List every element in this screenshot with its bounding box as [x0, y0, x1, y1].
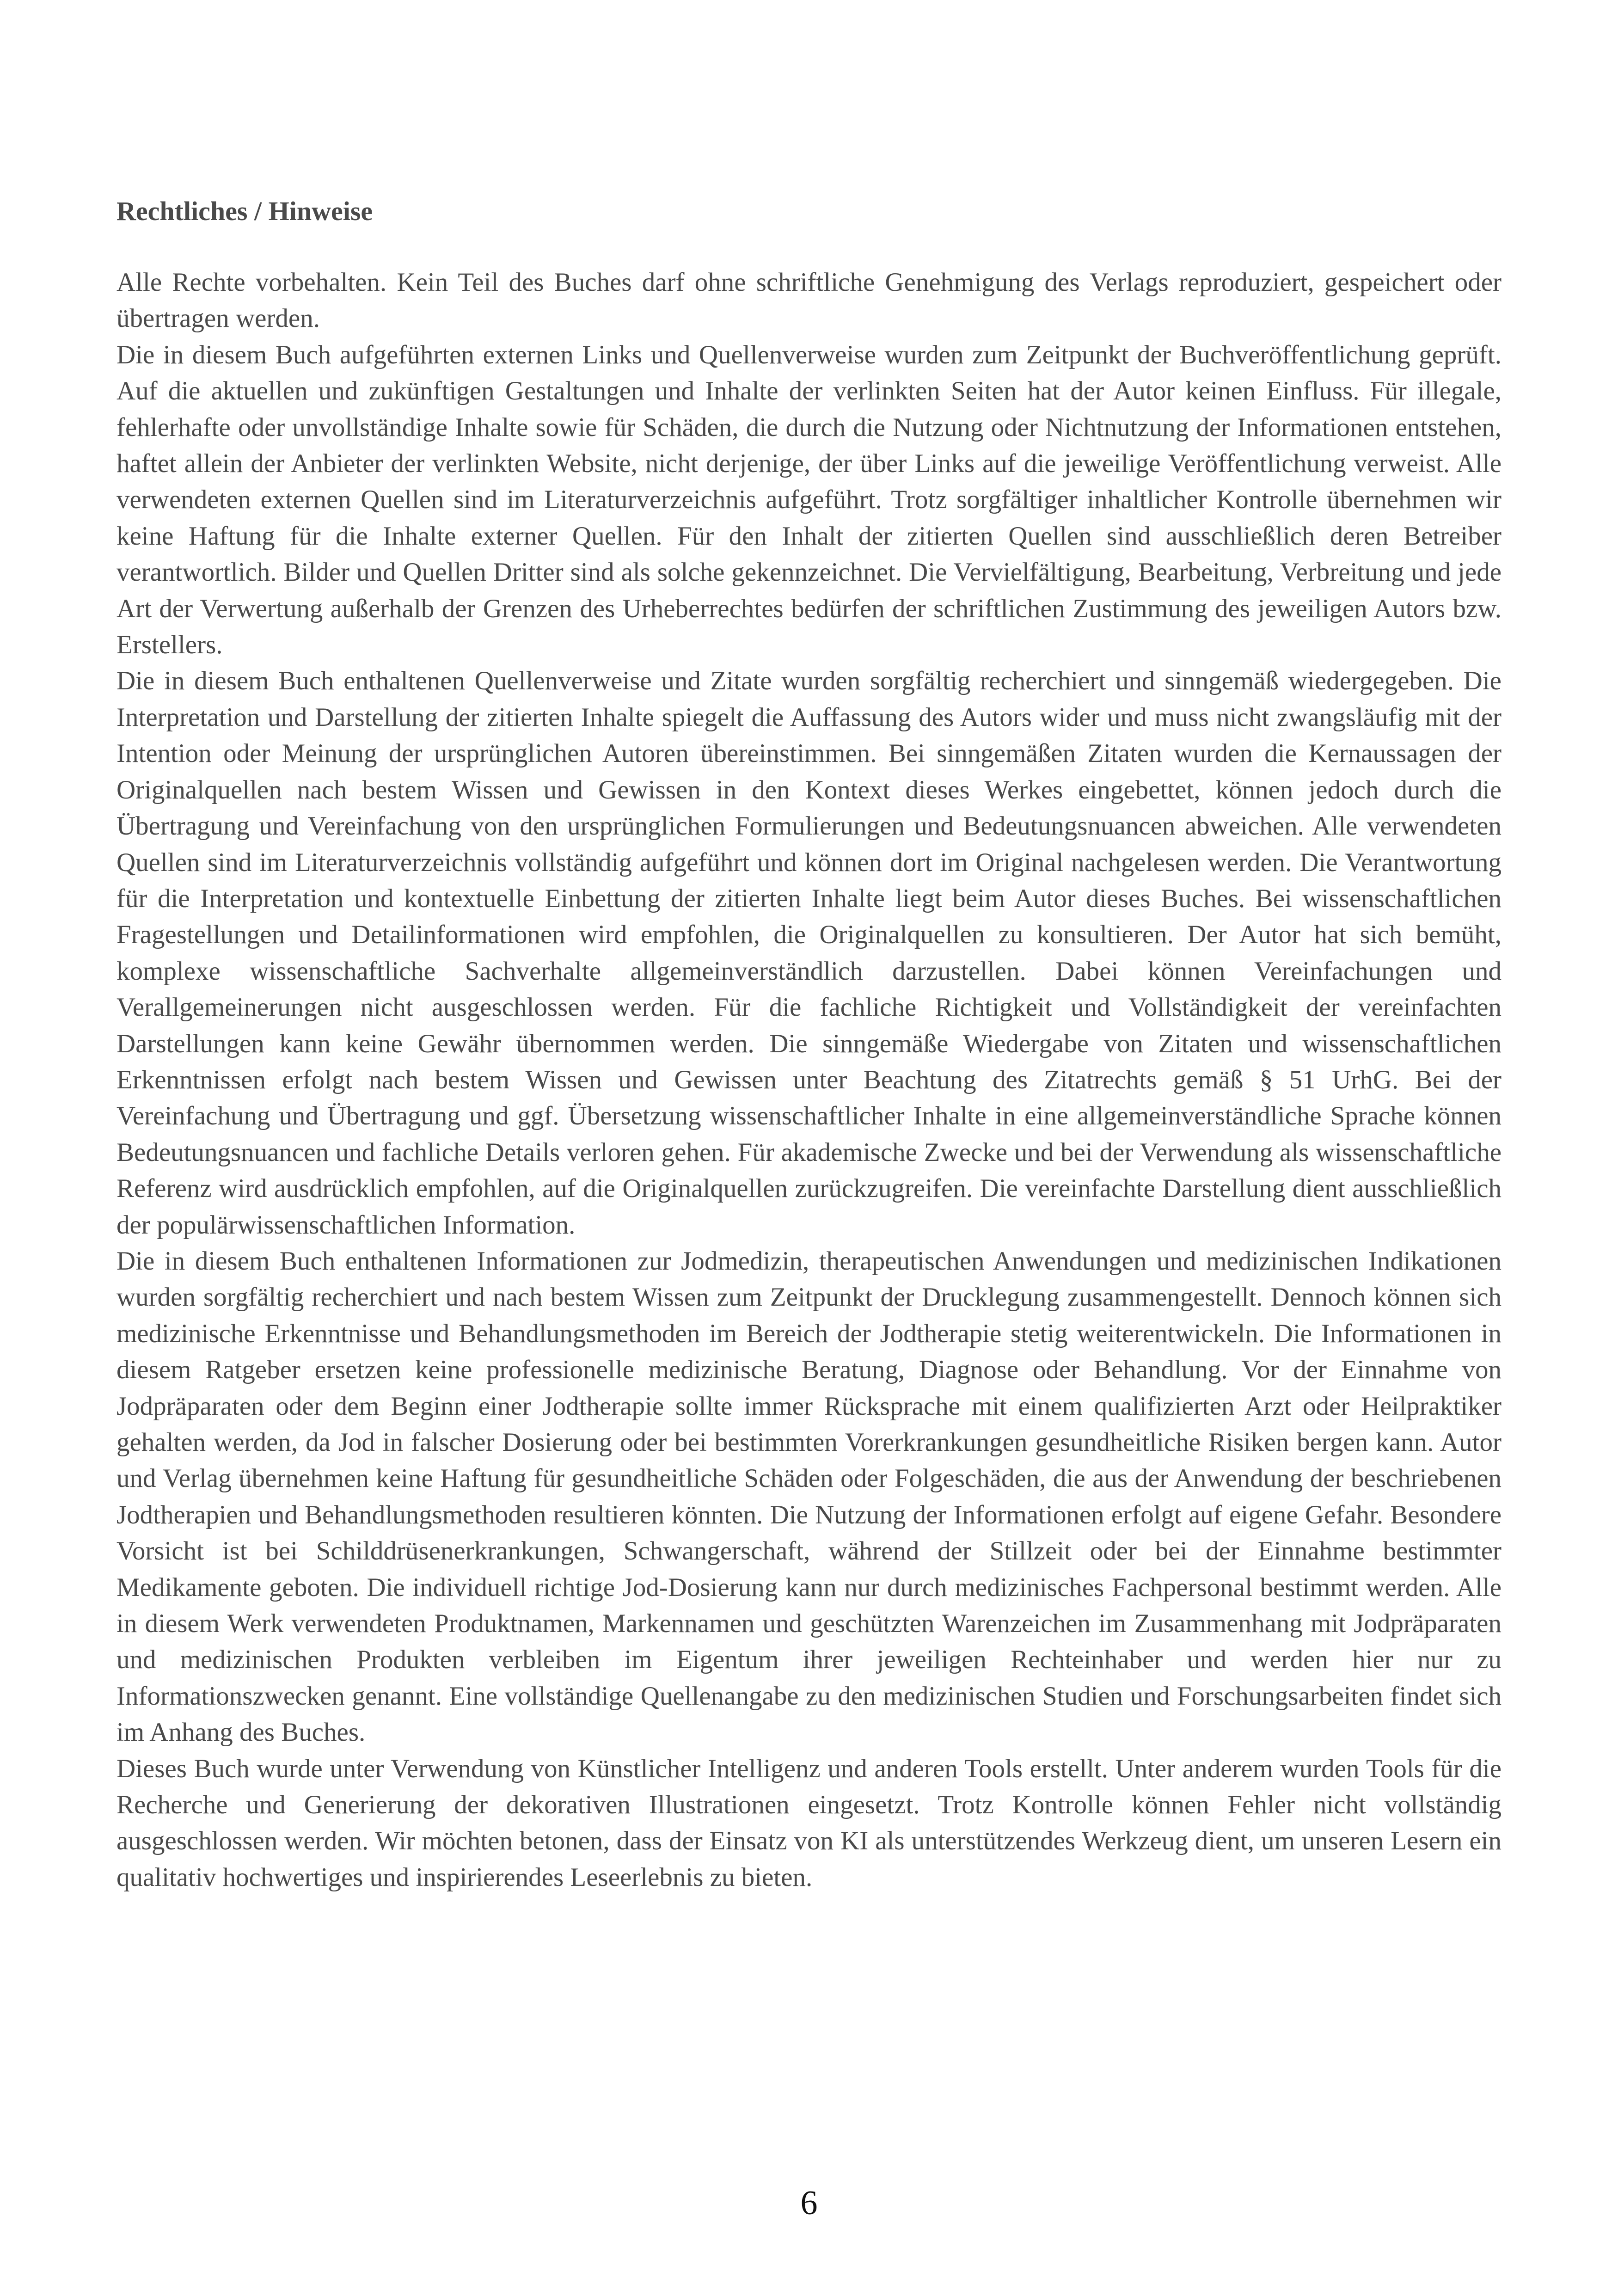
paragraph-rights: Alle Rechte vorbehalten. Kein Teil des Buches darf ohne schriftliche Genehmigung des Verlags reproduziert, gespeichert oder übertragen werden.: [116, 268, 1502, 333]
paragraph-external-links: Die in diesem Buch aufgeführten externen Links und Quellenverweise wurden zum Zeitpunkt der Buchveröffentlichung geprüft. Auf die aktuellen und zukünftigen Gestaltungen und Inhalte der verlinkten Seiten hat der Autor keinen Einfluss. Für illegale, fehlerhafte oder unvollständige Inhalte sowie für Schäden, die durch die Nutzung oder Nichtnutzung der Informationen entstehen, haftet allein der Anbieter der verlinkten Website, nicht derjenige, der über Links auf die jeweilige Veröffentlichung verweist. Alle verwendeten externen Quellen sind im Literaturverzeichnis aufgeführt. Trotz sorgfältiger inhaltlicher Kontrolle übernehmen wir keine Haftung für die Inhalte externer Quellen. Für den Inhalt der zitierten Quellen sind ausschließlich deren Betreiber verantwortlich. Bilder und Quellen Dritter sind als solche gekennzeichnet. Die Vervielfältigung, Bearbeitung, Verbreitung und jede Art der Verwertung außerhalb der Grenzen des Urheberrechtes bedürfen der schriftlichen Zustimmung des jeweiligen Autors bzw. Erstellers.: [116, 340, 1502, 660]
paragraph-citations: Die in diesem Buch enthaltenen Quellenverweise und Zitate wurden sorgfältig recherchiert und sinngemäß wiedergegeben. Die Interpretation und Darstellung der zitierten Inhalte spiegelt die Auffassung des Autors wider und muss nicht zwangsläufig mit der Intention oder Meinung der ursprünglichen Autoren übereinstimmen. Bei sinngemäßen Zitaten wurden die Kernaussagen der Originalquellen nach bestem Wissen und Gewissen in den Kontext dieses Werkes eingebettet, können jedoch durch die Übertragung und Vereinfachung von den ursprünglichen Formulierungen und Bedeutungsnuancen abweichen. Alle verwendeten Quellen sind im Literaturverzeichnis vollständig aufgeführt und können dort im Original nachgelesen werden. Die Verantwortung für die Interpretation und kontextuelle Einbettung der zitierten Inhalte liegt beim Autor dieses Buches. Bei wissenschaftlichen Fragestellungen und Detailinformationen wird empfohlen, die Originalquellen zu konsultieren. Der Autor hat sich bemüht, komplexe wissenschaftliche Sachverhalte allgemeinverständlich darzustellen. Dabei können Vereinfachungen und Verallgemeinerungen nicht ausgeschlossen werden. Für die fachliche Richtigkeit und Vollständigkeit der vereinfachten Darstellungen kann keine Gewähr übernommen werden. Die sinngemäße Wiedergabe von Zitaten und wissenschaftlichen Erkenntnissen erfolgt nach bestem Wissen und Gewissen unter Beachtung des Zitatrechts gemäß § 51 UrhG. Bei der Vereinfachung und Übertragung und ggf. Übersetzung wissenschaftlicher Inhalte in eine allgemeinverständliche Sprache können Bedeutungsnuancen und fachliche Details verloren gehen. Für akademische Zwecke und bei der Verwendung als wissenschaftliche Referenz wird ausdrücklich empfohlen, auf die Originalquellen zurückzugreifen. Die vereinfachte Darstellung dient ausschließlich der populärwissenschaftlichen Information.: [116, 666, 1502, 1240]
paragraph-medical-disclaimer: Die in diesem Buch enthaltenen Informationen zur Jodmedizin, therapeutischen Anwendungen und medizinischen Indikationen wurden sorgfältig recherchiert und nach bestem Wissen zum Zeitpunkt der Drucklegung zusammengestellt. Dennoch können sich medizinische Erkenntnisse und Behandlungsmethoden im Bereich der Jodtherapie stetig weiterentwickeln. Die Informationen in diesem Ratgeber ersetzen keine professionelle medizinische Beratung, Diagnose oder Behandlung. Vor der Einnahme von Jodpräparaten oder dem Beginn einer Jodtherapie sollte immer Rücksprache mit einem qualifizierten Arzt oder Heilpraktiker gehalten werden, da Jod in falscher Dosierung oder bei bestimmten Vorerkrankungen gesundheitliche Risiken bergen kann. Autor und Verlag übernehmen keine Haftung für gesundheitliche Schäden oder Folgeschäden, die aus der Anwendung der beschriebenen Jodtherapien und Behandlungsmethoden resultieren könnten. Die Nutzung der Informationen erfolgt auf eigene Gefahr. Besondere Vorsicht ist bei Schilddrüsenerkrankungen, Schwangerschaft, während der Stillzeit oder bei der Einnahme bestimmter Medikamente geboten. Die individuell richtige Jod-Dosierung kann nur durch medizinisches Fachpersonal bestimmt werden. Alle in diesem Werk verwendeten Produktnamen, Markennamen und geschützten Warenzeichen im Zusammenhang mit Jodpräparaten und medizinischen Produkten verbleiben im Eigentum ihrer jeweiligen Rechteinhaber und werden hier nur zu Informationszwecken genannt. Eine vollständige Quellenangabe zu den medizinischen Studien und Forschungsarbeiten findet sich im Anhang des Buches.: [116, 1246, 1502, 1747]
page-number: 6: [800, 2184, 818, 2222]
body-text: [116, 264, 1502, 1896]
document-page: [116, 0, 1502, 2296]
section-heading: Rechtliches / Hinweise: [116, 196, 373, 226]
paragraph-ai-notice: Dieses Buch wurde unter Verwendung von Künstlicher Intelligenz und anderen Tools erstellt. Unter anderem wurden Tools für die Recherche und Generierung der dekorativen Illustrationen eingesetzt. Trotz Kontrolle können Fehler nicht vollständig ausgeschlossen werden. Wir möchten betonen, dass der Einsatz von KI als unterstützendes Werkzeug dient, um unseren Lesern ein qualitativ hochwertiges und inspirierendes Leseerlebnis zu bieten.: [116, 1754, 1502, 1892]
